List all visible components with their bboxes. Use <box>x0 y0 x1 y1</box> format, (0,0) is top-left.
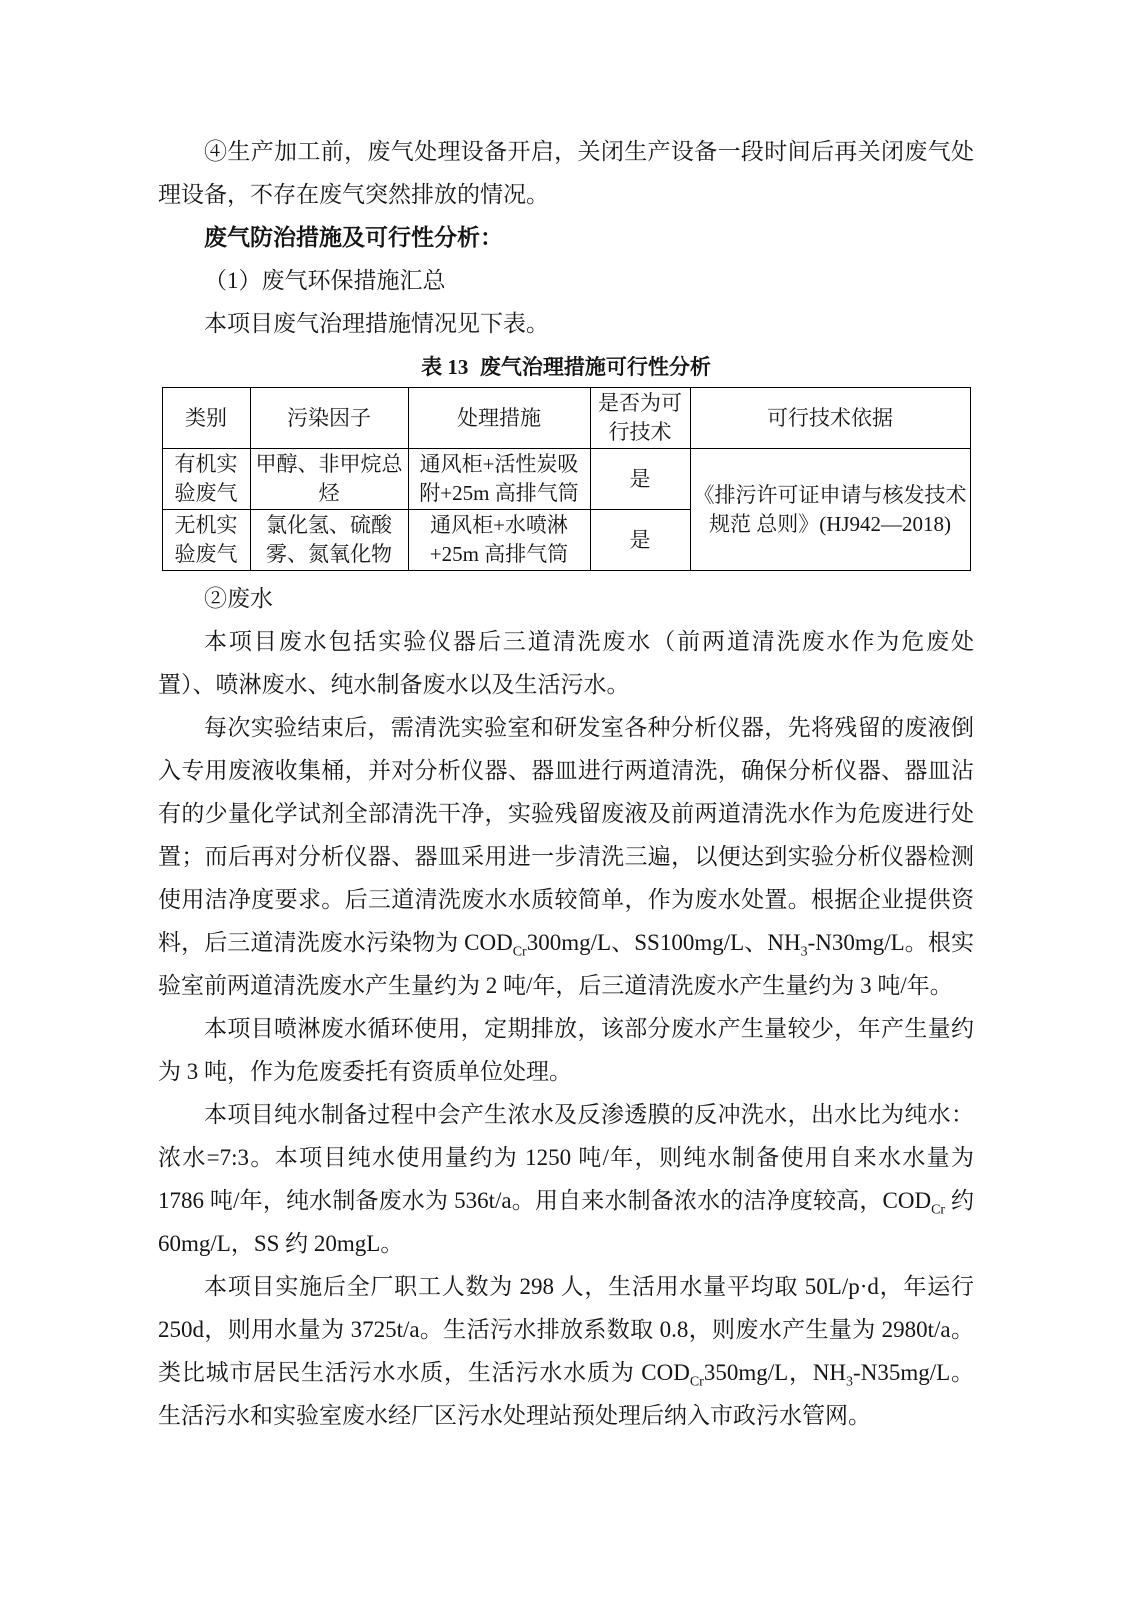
header-tech-basis: 可行技术依据 <box>690 388 970 449</box>
table-caption-label: 表 13 <box>421 355 469 379</box>
subscript: Cr <box>931 1202 946 1218</box>
header-category: 类别 <box>162 388 250 449</box>
header-measures: 处理措施 <box>408 388 590 449</box>
paragraph-pure-water <box>158 1093 974 1265</box>
text-segment: 350mg/L，NH <box>703 1360 847 1385</box>
cell-measures: 通风柜+活性炭吸附+25m 高排气筒 <box>408 449 590 510</box>
table-caption <box>158 347 974 387</box>
text-segment: 本项目实施后全厂职工人数为 298 人，生活用水量平均取 50L/p·d，年运行 250d，则用水量为 3725t/a。生活污水排放系数取 0.8，则废水产生量为 2980t/a。类比城市居民生活污水水质，生活污水水质为 COD <box>158 1274 974 1385</box>
subscript: 3 <box>800 944 808 960</box>
cell-feasible: 是 <box>590 510 690 571</box>
subscript: Cr <box>512 944 527 960</box>
cell-measures: 通风柜+水喷淋+25m 高排气筒 <box>408 510 590 571</box>
cell-pollutants: 甲醇、非甲烷总烃 <box>250 449 408 510</box>
text-segment: 300mg/L、SS100mg/L、NH <box>526 930 801 955</box>
table-caption-title: 废气治理措施可行性分析 <box>479 355 711 379</box>
paragraph-wastewater-overview: 本项目废水包括实验仪器后三道清洗废水（前两道清洗废水作为危废处置）、喷淋废水、纯水制备废水以及生活污水。 <box>158 629 974 697</box>
header-feasible-tech: 是否为可行技术 <box>590 388 690 449</box>
table-row <box>162 449 970 510</box>
paragraph-cleaning-process <box>158 706 974 1007</box>
subscript: 3 <box>846 1374 854 1390</box>
paragraph-domestic-sewage <box>158 1265 974 1437</box>
text-segment: -N30mg/L。根实验室前两道清洗废水产生量约为 2 吨/年，后三道清洗废水产生量约为 3 吨/年。 <box>158 930 974 998</box>
paragraph-production-note: ④生产加工前，废气处理设备开启，关闭生产设备一段时间后再关闭废气处理设备，不存在废气突然排放的情况。 <box>158 139 974 207</box>
subheading-env-measures-summary: （1）废气环保措施汇总 <box>204 268 446 293</box>
waste-gas-measures-table <box>162 387 971 571</box>
header-pollutants: 污染因子 <box>250 388 408 449</box>
cell-tech-basis: 《排污许可证申请与核发技术规范 总则》(HJ942—2018) <box>690 449 970 571</box>
heading-waste-gas-measures: 废气防治措施及可行性分析： <box>204 225 503 250</box>
heading-wastewater: ②废水 <box>204 586 273 611</box>
cell-feasible: 是 <box>590 449 690 510</box>
text-segment: -N35mg/L。生活污水和实验室废水经厂区污水处理站预处理后纳入市政污水管网。 <box>158 1360 974 1428</box>
text-segment: 本项目纯水制备过程中会产生浓水及反渗透膜的反冲洗水，出水比为纯水：浓水=7:3。本项目纯水使用量约为 1250 吨/年，则纯水制备使用自来水水量为 1786 吨/年，纯水制备废水为 536t/a。用自来水制备浓水的洁净度较高，COD <box>158 1102 974 1213</box>
paragraph-spray-wastewater: 本项目喷淋废水循环使用，定期排放，该部分废水产生量较少，年产生量约为 3 吨，作为危废委托有资质单位处理。 <box>158 1016 974 1084</box>
paragraph-see-table-below: 本项目废气治理措施情况见下表。 <box>204 311 549 336</box>
cell-category: 有机实验废气 <box>162 449 250 510</box>
cell-pollutants: 氯化氢、硫酸雾、氮氧化物 <box>250 510 408 571</box>
cell-category: 无机实验废气 <box>162 510 250 571</box>
text-segment: 约 60mg/L，SS 约 20mgL。 <box>158 1188 974 1256</box>
subscript: Cr <box>689 1374 704 1390</box>
text-segment: 每次实验结束后，需清洗实验室和研发室各种分析仪器，先将残留的废液倒入专用废液收集桶，并对分析仪器、器皿进行两道清洗，确保分析仪器、器皿沾有的少量化学试剂全部清洗干净，实验残留废液及前两道清洗水作为危废进行处置；而后再对分析仪器、器皿采用进一步清洗三遍，以便达到实验分析仪器检测使用洁净度要求。后三道清洗废水水质较简单，作为废水处置。根据企业提供资料，后三道清洗废水污染物为 COD <box>158 715 974 955</box>
table-header-row <box>162 388 970 449</box>
